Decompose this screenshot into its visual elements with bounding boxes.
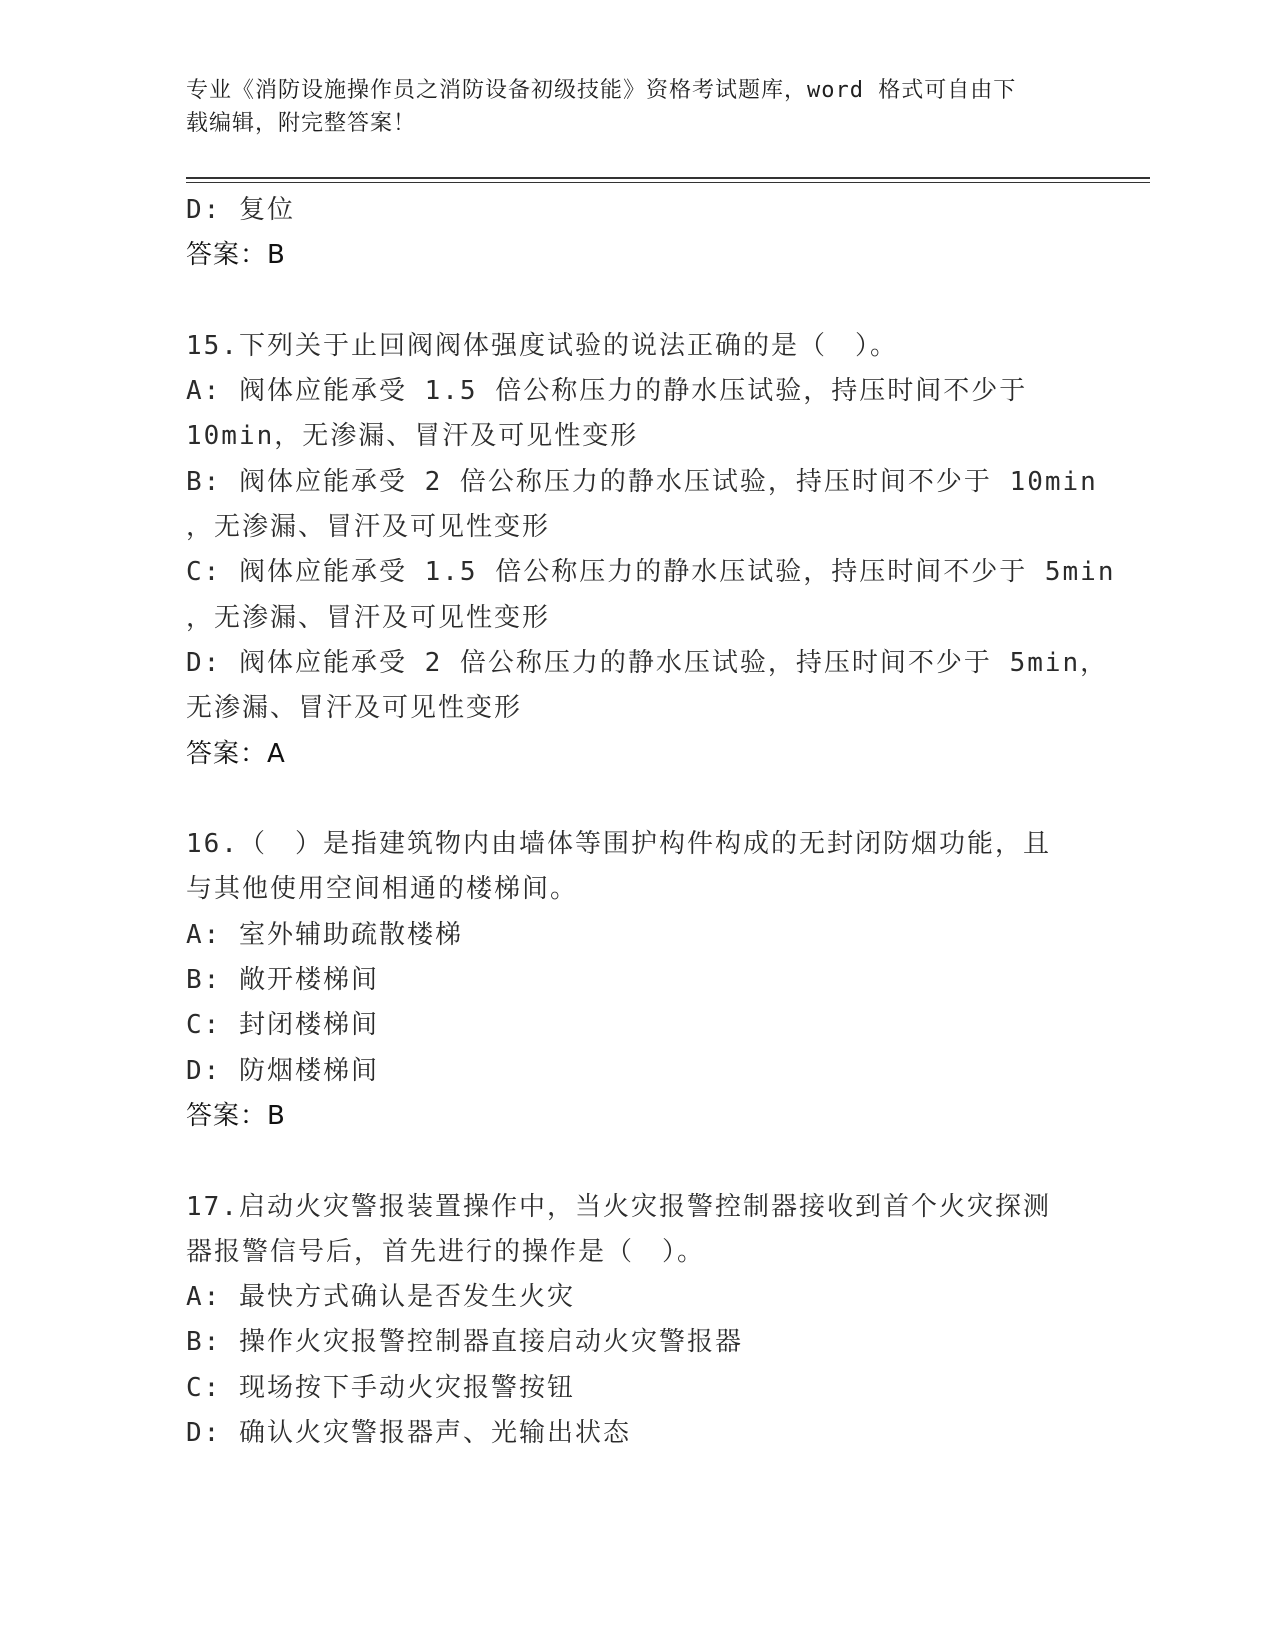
option-d: D: 阀体应能承受 2 倍公称压力的静水压试验，持压时间不少于 5min， — [186, 647, 1109, 678]
header-line-2: 载编辑，附完整答案！ — [186, 111, 417, 136]
question-17 — [186, 1185, 1086, 1457]
question-stem: 15.下列关于止回阀阀体强度试验的说法正确的是（ ）。 — [186, 330, 898, 361]
option-b: B: 阀体应能承受 2 倍公称压力的静水压试验，持压时间不少于 10min — [186, 466, 1098, 497]
spacer — [186, 777, 1086, 822]
document-header — [186, 74, 1066, 140]
prev-option-d: D: 复位 — [186, 195, 295, 225]
answer: 答案：B — [186, 1100, 286, 1131]
option-b-continued: ，无渗漏、冒汗及可见性变形 — [186, 512, 551, 543]
question-15 — [186, 324, 1116, 777]
option-c-continued: ，无渗漏、冒汗及可见性变形 — [186, 602, 551, 633]
option-a: A: 最快方式确认是否发生火灾 — [186, 1282, 575, 1313]
option-c: C: 阀体应能承受 1.5 倍公称压力的静水压试验，持压时间不少于 5min — [186, 557, 1116, 588]
question-16 — [186, 822, 1086, 1139]
option-d-continued: 无渗漏、冒汗及可见性变形 — [186, 693, 523, 724]
prev-answer: 答案：B — [186, 240, 286, 271]
option-a-continued: 10min，无渗漏、冒汗及可见性变形 — [186, 421, 639, 452]
option-a: A: 室外辅助疏散楼梯 — [186, 919, 463, 950]
spacer — [186, 1139, 1086, 1184]
option-b: B: 操作火灾报警控制器直接启动火灾警报器 — [186, 1327, 743, 1358]
option-c: C: 封闭楼梯间 — [186, 1010, 379, 1041]
option-a: A: 阀体应能承受 1.5 倍公称压力的静水压试验，持压时间不少于 — [186, 376, 1028, 407]
option-d: D: 防烟楼梯间 — [186, 1055, 379, 1086]
header-rule-thin — [186, 182, 1150, 183]
option-b: B: 敞开楼梯间 — [186, 965, 379, 996]
question-stem: 17.启动火灾警报装置操作中，当火灾报警控制器接收到首个火灾探测 — [186, 1191, 1051, 1222]
header-rule-thick — [186, 177, 1150, 179]
option-c: C: 现场按下手动火灾报警按钮 — [186, 1372, 575, 1403]
header-line-1: 专业《消防设施操作员之消防设备初级技能》资格考试题库，word 格式可自由下 — [186, 78, 1017, 103]
question-stem-continued: 与其他使用空间相通的楼梯间。 — [186, 874, 579, 905]
question-stem: 16.（ ）是指建筑物内由墙体等围护构件构成的无封闭防烟功能，且 — [186, 829, 1051, 860]
spacer — [186, 279, 1086, 324]
option-d: D: 确认火灾警报器声、光输出状态 — [186, 1418, 631, 1449]
answer: 答案：A — [186, 738, 286, 769]
question-stem-continued: 器报警信号后，首先进行的操作是（ ）。 — [186, 1236, 706, 1267]
question-content — [186, 188, 1116, 1456]
